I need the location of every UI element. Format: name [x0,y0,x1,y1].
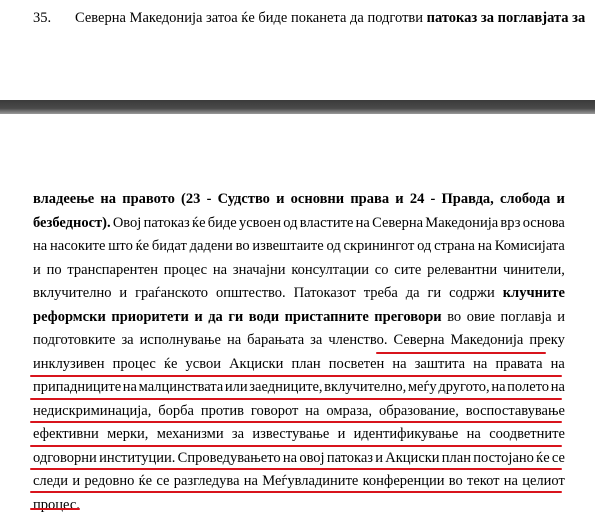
red-underline-annotation [30,491,562,493]
word: клучните [503,282,565,306]
word: известување [252,423,329,447]
word: Судство [218,188,270,212]
word: на [551,353,565,377]
word: воспоставување [466,400,565,424]
word: полето [507,376,549,400]
word: - [431,188,436,212]
word: значајни [233,259,286,283]
word: целиот [522,470,565,494]
word: идентификување [354,423,459,447]
red-underline-annotation [30,398,562,400]
word: на [244,470,258,494]
word: безбедност). [33,212,111,236]
word: на [100,188,116,212]
word: Меѓувладините [262,470,358,494]
word: Македонија [425,212,498,236]
word: Правда, [442,188,494,212]
word: по [47,259,62,283]
text-line [33,259,565,283]
word: во [447,306,461,330]
word: преговори [374,306,441,330]
word: и [276,188,284,212]
word: граѓанското [135,282,208,306]
page-break-gap [0,100,595,114]
word: и [194,306,202,330]
word: страна [434,235,475,259]
word: од [417,235,431,259]
word: Акциски [385,447,439,471]
word: транспарентен [67,259,158,283]
word: скринингот [344,235,415,259]
word: Патоказот [294,282,356,306]
word: Спроведувањето [178,447,281,471]
top-line-bold-text: патоказ за поглавјата за [427,10,586,26]
word: биде [208,212,237,236]
word: малцинствата [139,376,224,400]
word: Комисијата [495,235,565,259]
word: посветен [329,353,385,377]
red-underline-annotation [30,468,562,470]
word: патоказ [144,212,190,236]
word: на [491,376,505,400]
word: следи [33,470,68,494]
word: на [356,212,370,236]
word: одговорни [33,447,97,471]
word: и [557,306,565,330]
word: процес. [33,494,80,517]
word: заедниците, [249,376,322,400]
text-line [33,235,565,259]
text-line [33,376,565,400]
word: на [473,353,487,377]
word: за [310,329,322,353]
word: од [283,212,297,236]
word: ќе [164,353,177,377]
word: омраза, [326,400,372,424]
word: врз [500,212,520,236]
word: ги [427,282,441,306]
word: текот [467,470,499,494]
word: борба [158,400,194,424]
word: Овој [113,212,142,236]
word: недискриминација, [33,400,151,424]
text-line [33,306,565,330]
word: и [556,188,564,212]
text-line [33,494,565,517]
word: на [283,447,297,471]
word: ќе [136,235,149,259]
word: општество. [216,282,286,306]
word: меѓу [408,376,437,400]
text-line [33,188,565,212]
word: од [327,235,341,259]
word: на [123,376,137,400]
word: реформски [33,306,106,330]
text-line [33,212,565,236]
word: со [375,259,389,283]
red-underline-annotation [376,352,546,354]
word: и [338,423,346,447]
word: план [291,353,320,377]
word: и [72,470,80,494]
word: преку [529,329,565,353]
word: насоките [50,235,105,259]
word: основни [291,188,344,212]
word: содржи [449,282,495,306]
red-underline-annotation [30,508,80,510]
word: подготовките [33,329,115,353]
word: правото [122,188,175,212]
red-underline-annotation [30,445,562,447]
word: основа [523,212,565,236]
word: на [467,423,481,447]
word: треба [364,282,398,306]
word: на [305,400,319,424]
word: соодветните [489,423,565,447]
word: механизми [157,423,224,447]
word: бидат [152,235,187,259]
word: барањата [247,329,304,353]
word: исполнување [140,329,221,353]
word: и [375,447,383,471]
word: и [395,188,403,212]
word: во [449,470,463,494]
text-line [33,447,565,471]
word: властите [300,212,354,236]
word: другото, [438,376,489,400]
word: да [208,306,223,330]
word: ефективни [33,423,99,447]
word: инклузивен [33,353,105,377]
word: редовно [84,470,134,494]
word: за [121,329,133,353]
text-line [33,423,565,447]
word: права [350,188,389,212]
document-page-top [0,0,595,100]
word: се [552,447,565,471]
word: процес [113,353,156,377]
word: процес [164,259,207,283]
text-line [33,400,565,424]
word: Северна [394,329,445,353]
word: што [108,235,133,259]
word: мерки, [107,423,148,447]
word: припадниците [33,376,121,400]
word: владеење [33,188,94,212]
word: ги [228,306,243,330]
word: 24 [410,188,425,212]
word: консултации [291,259,369,283]
word: говорот [251,400,298,424]
word: ќе [536,447,549,471]
word: разгледува [174,470,240,494]
word: постојано [473,447,534,471]
word: се [156,470,169,494]
word: на [33,235,47,259]
word: членство. [328,329,387,353]
text-line [33,329,565,353]
word: патоказ [327,447,373,471]
word: на [227,329,241,353]
word: конференции [363,470,445,494]
word: да [406,282,420,306]
word: за [232,423,244,447]
text-line [33,282,565,306]
word: чинители, [503,259,565,283]
word: Акциски [229,353,283,377]
text-line [33,353,565,377]
word: ќе [192,212,205,236]
word: против [201,400,244,424]
word: овој [299,447,324,471]
word: Северна [372,212,423,236]
word: усвои [186,353,221,377]
word: или [225,376,248,400]
word: пристапните [285,306,369,330]
word: правата [495,353,542,377]
paragraph-number: 35. [33,10,75,27]
word: заштита [415,353,465,377]
red-underline-annotation [30,421,562,423]
word: води [249,306,279,330]
word: на [504,470,518,494]
word: на [392,353,406,377]
word: извештаите [252,235,323,259]
word: и [119,282,127,306]
word: на [478,235,492,259]
word: и [33,259,41,283]
word: план [442,447,471,471]
word: образование, [379,400,459,424]
word: во [236,235,250,259]
word: усвоен [239,212,281,236]
top-line-text: Северна Македонија затоа ќе биде поканета да подготви [75,10,423,26]
text-line [33,470,565,494]
word: дадени [190,235,233,259]
word: релевантни [427,259,497,283]
word: приоритети [111,306,188,330]
red-underline-annotation [30,375,562,377]
numbered-paragraph-heading [33,10,585,27]
word: на [213,259,227,283]
word: поглавја [501,306,552,330]
word: (23 [181,188,200,212]
word: вклучително, [324,376,406,400]
word: ќе [139,470,152,494]
word: сите [394,259,421,283]
word: - [207,188,212,212]
word: Македонија [450,329,523,353]
word: слобода [500,188,550,212]
word: институции. [99,447,175,471]
word: вклучително [33,282,111,306]
word: на [551,376,565,400]
word: овие [467,306,495,330]
